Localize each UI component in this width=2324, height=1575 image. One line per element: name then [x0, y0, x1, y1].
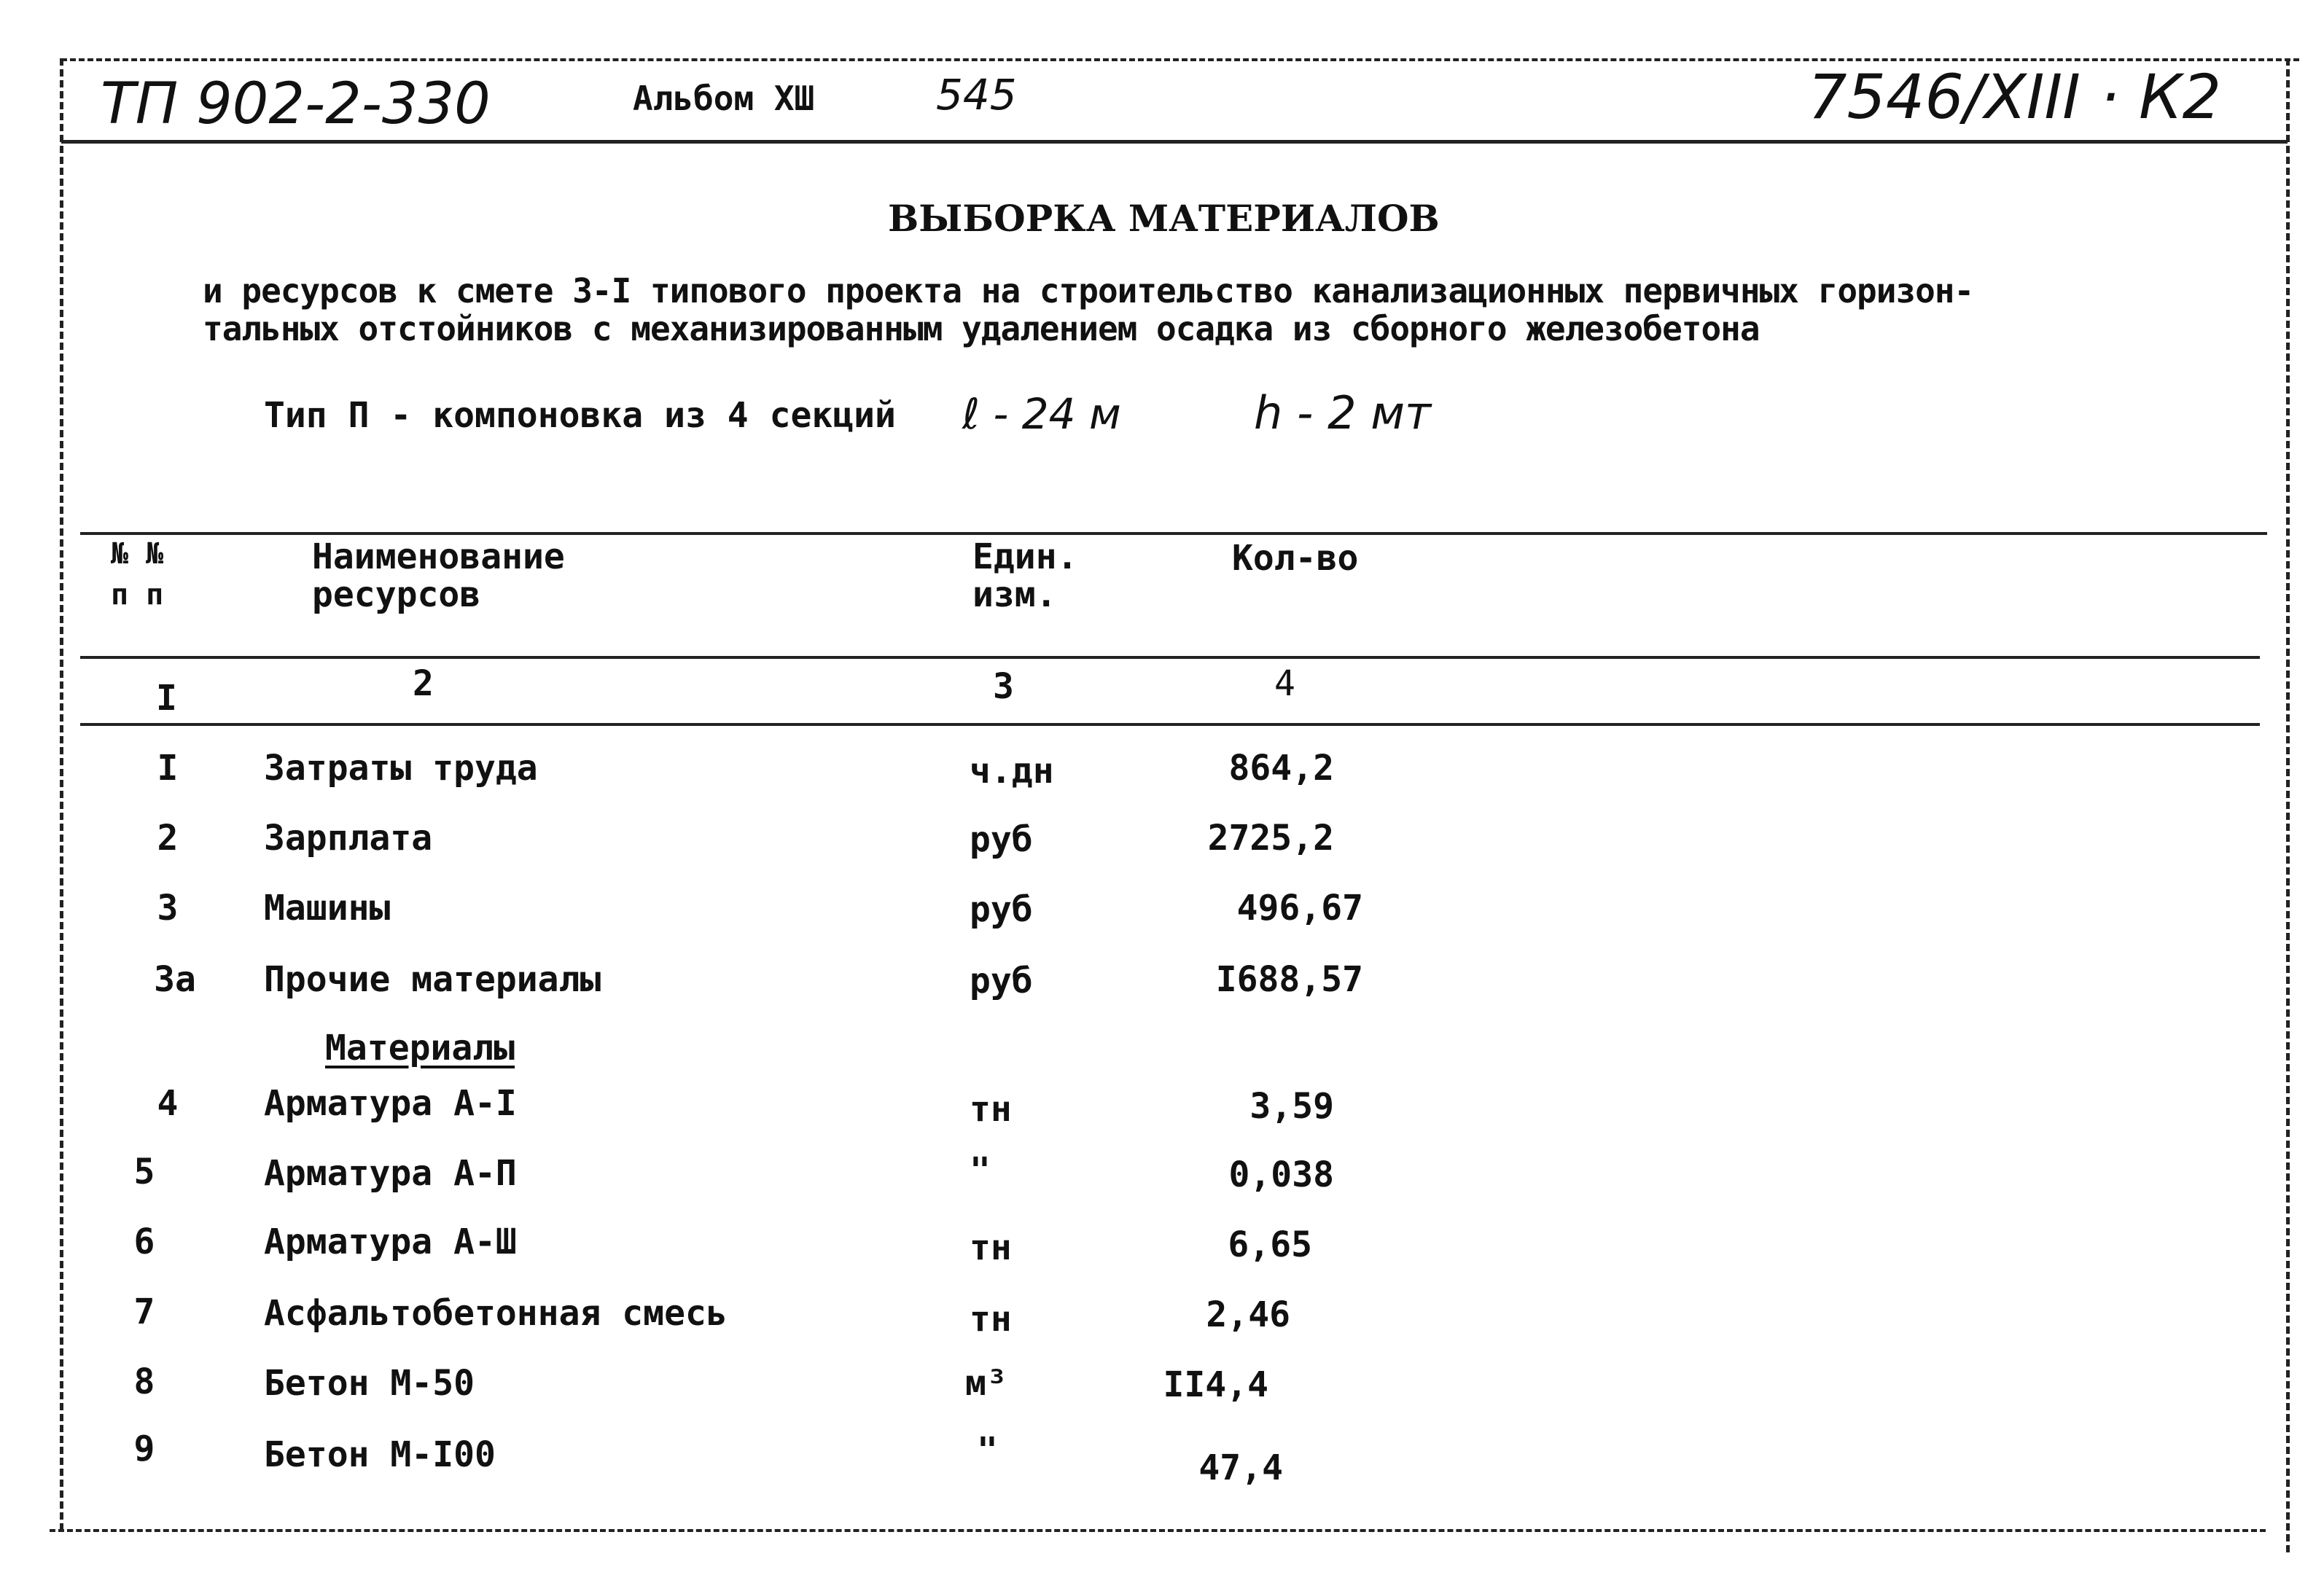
row-name: Арматура А-П: [264, 1153, 517, 1194]
row-unit: руб: [970, 961, 1033, 1001]
row-unit: тн: [970, 1227, 1012, 1268]
row-unit: м³: [965, 1363, 1007, 1404]
row-unit: ": [977, 1430, 998, 1471]
row-qty: 47,4: [1198, 1447, 1283, 1488]
row-qty: 496,67: [1236, 888, 1363, 929]
row-name: Арматура А-Ш: [264, 1222, 517, 1262]
colnum-2: 2: [413, 663, 434, 704]
project-code: ТП 902-2-330: [101, 71, 491, 137]
row-name: Зарплата: [264, 818, 433, 859]
colnum-3: 3: [993, 666, 1014, 707]
row-qty: I688,57: [1215, 959, 1363, 1000]
row-number: 3а: [154, 959, 196, 1000]
header-unit: Един. изм.: [972, 536, 1078, 615]
row-qty: II4,4: [1163, 1364, 1268, 1405]
section-materials: Материалы: [325, 1028, 515, 1068]
frame-right-border: [2286, 58, 2290, 1552]
row-name: Бетон М-50: [264, 1363, 475, 1404]
album-label: Альбом XШ: [633, 79, 815, 118]
row-number: 9: [133, 1429, 155, 1469]
row-qty: 2,46: [1206, 1294, 1290, 1335]
row-number: 7: [133, 1291, 155, 1332]
row-unit: руб: [970, 889, 1033, 930]
header-qty: Кол-во: [1232, 538, 1359, 579]
row-number: 6: [133, 1222, 155, 1262]
header-name: Наименование ресурсов: [312, 536, 565, 615]
row-name: Асфальтобетонная смесь: [264, 1293, 728, 1334]
frame-bottom-border: [50, 1529, 2266, 1532]
row-number: I: [157, 748, 179, 789]
row-qty: 864,2: [1228, 748, 1334, 789]
row-name: Арматура А-I: [264, 1083, 517, 1124]
header-num: № № п п: [111, 537, 164, 611]
row-name: Бетон М-I00: [264, 1434, 496, 1475]
frame-left-border: [60, 58, 63, 1531]
row-unit: ": [970, 1150, 991, 1191]
header-divider: [61, 140, 2288, 144]
row-qty: 6,65: [1228, 1224, 1312, 1265]
row-name: Машины: [264, 888, 391, 929]
type-label: Тип П - компоновка из 4 секций: [264, 395, 896, 436]
row-qty: 0,038: [1228, 1154, 1334, 1195]
row-unit: руб: [970, 819, 1033, 860]
row-unit: тн: [970, 1089, 1012, 1130]
inventory-number: 7546/XIII · К2: [1808, 61, 2222, 133]
page-number: 545: [936, 70, 1017, 120]
row-number: 3: [157, 888, 179, 929]
row-number: 8: [133, 1361, 155, 1402]
row-name: Прочие материалы: [264, 959, 601, 1000]
length-value: ℓ - 24 м: [962, 389, 1121, 439]
height-value: h - 2 мт: [1254, 386, 1432, 439]
table-header-rule: [80, 656, 2260, 659]
row-number: 5: [133, 1152, 155, 1192]
row-number: 2: [157, 818, 179, 859]
title-line-1: и ресурсов к смете 3-I типового проекта на строительство канализационных первичных горизон-: [203, 271, 1974, 310]
row-number: 4: [157, 1083, 179, 1124]
row-qty: 3,59: [1249, 1086, 1334, 1127]
row-qty: 2725,2: [1207, 818, 1334, 859]
table-colnum-rule: [80, 723, 2260, 726]
document-heading: ВЫБОРКА МАТЕРИАЛОВ: [888, 197, 1440, 240]
title-line-2: тальных отстойников с механизированным удалением осадка из сборного железобетона: [203, 309, 1760, 348]
row-name: Затраты труда: [264, 748, 538, 789]
colnum-1: I: [156, 678, 177, 719]
row-unit: ч.дн: [970, 751, 1054, 792]
table-top-rule: [80, 532, 2267, 535]
colnum-4: 4: [1274, 663, 1295, 704]
row-unit: тн: [970, 1299, 1012, 1340]
